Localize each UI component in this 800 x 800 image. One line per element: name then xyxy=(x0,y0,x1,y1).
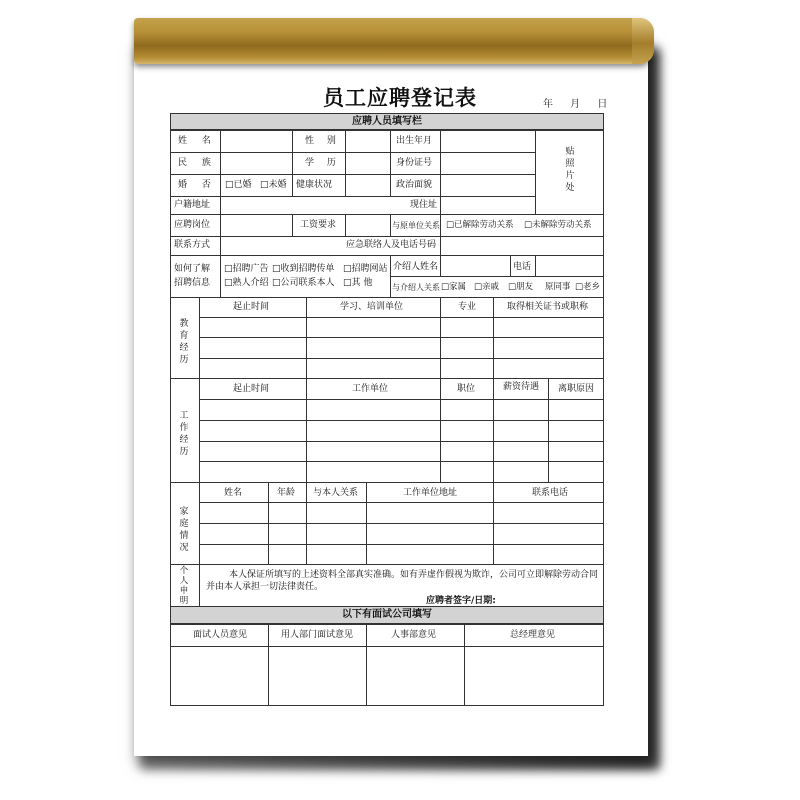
label-id-number: 身份证号 xyxy=(396,158,433,168)
label-hukou: 户籍地址 xyxy=(174,200,211,210)
declaration-line-1: 本人保证所填写的上述资料全部真实准确。如有弄虚作假视为欺诈，公司可立即解除劳动合同 xyxy=(229,570,599,580)
family-header-phone: 联系电话 xyxy=(532,488,569,498)
label-health: 健康状况 xyxy=(296,180,333,190)
label-employer-relation: 与原单位关系 xyxy=(392,221,440,230)
family-header-name: 姓名 xyxy=(224,488,243,498)
work-header-salary: 薪资待遇 xyxy=(503,382,540,392)
label-marital: 婚 否 xyxy=(178,180,211,190)
edu-header-major: 专业 xyxy=(458,302,477,312)
label-referrer-relation: 与介绍人关系 xyxy=(392,283,440,292)
label-work-section: 工作经历 xyxy=(179,411,189,457)
checkbox-recruit-ad[interactable]: □招聘广告 xyxy=(224,264,269,274)
label-phone: 电话 xyxy=(513,262,532,272)
checkbox-married[interactable]: □已婚 xyxy=(225,180,252,190)
checkbox-family[interactable]: □家属 xyxy=(441,282,467,292)
checkbox-ex-colleague[interactable]: 原同事 xyxy=(545,282,571,292)
checkbox-not-terminated[interactable]: □未解除劳动关系 xyxy=(524,220,592,230)
edu-header-school: 学习、培训单位 xyxy=(340,302,404,312)
section-header-applicant: 应聘人员填写栏 xyxy=(170,113,604,130)
checkbox-friend[interactable]: □朋友 xyxy=(508,282,534,292)
label-education: 学 历 xyxy=(305,158,336,168)
family-header-relation: 与本人关系 xyxy=(313,488,359,498)
label-family-section: 家庭情况 xyxy=(179,507,189,553)
section-header-interview: 以下有面试公司填写 xyxy=(170,606,604,624)
edu-header-certificate: 取得相关证书或职称 xyxy=(507,302,589,312)
label-salary-req: 工资要求 xyxy=(300,220,337,230)
declaration-line-2: 并由本人承担一切法律责任。 xyxy=(206,582,324,592)
checkbox-townsman[interactable]: □老乡 xyxy=(575,282,601,292)
label-declaration: 个人申明 xyxy=(179,566,189,606)
label-education-section: 教育经历 xyxy=(179,319,189,365)
checkbox-unmarried[interactable]: □未婚 xyxy=(260,180,287,190)
date-label: 年 月 日 xyxy=(543,99,608,110)
label-residence: 现住址 xyxy=(410,200,438,210)
family-header-address: 工作单位地址 xyxy=(403,488,458,498)
label-name: 姓 名 xyxy=(178,136,211,146)
label-how-known-1: 如何了解 xyxy=(174,264,211,274)
checkbox-company-contact[interactable]: □公司联系本人 xyxy=(272,278,335,288)
interview-header-hr: 人事部意见 xyxy=(391,630,437,640)
label-political: 政治面貌 xyxy=(396,180,433,190)
label-contact: 联系方式 xyxy=(174,240,211,250)
work-header-reason: 离职原因 xyxy=(558,384,595,394)
label-ethnicity: 民 族 xyxy=(178,158,211,168)
work-header-position: 职位 xyxy=(457,384,476,394)
signature-label: 应聘者签字/日期: xyxy=(426,596,496,606)
family-header-age: 年龄 xyxy=(277,488,296,498)
form-title: 员工应聘登记表 xyxy=(323,85,477,110)
edu-header-period: 起止时间 xyxy=(233,302,270,312)
interview-header-gm: 总经理意见 xyxy=(510,630,556,640)
label-how-known-2: 招聘信息 xyxy=(174,278,211,288)
binding-strip xyxy=(134,18,650,64)
label-referrer-name: 介绍人姓名 xyxy=(393,262,439,272)
work-header-company: 工作单位 xyxy=(352,384,389,394)
label-gender: 性 别 xyxy=(305,136,336,146)
binding-strip-end xyxy=(632,18,654,64)
checkbox-other[interactable]: □其 他 xyxy=(343,278,373,288)
label-position: 应聘岗位 xyxy=(174,220,211,230)
interview-header-interviewer: 面试人员意见 xyxy=(193,630,248,640)
label-emergency: 应急联络人及电话号码 xyxy=(346,240,437,250)
label-photo: 贴照片处 xyxy=(565,147,575,193)
checkbox-recruit-web[interactable]: □招聘网站 xyxy=(343,264,388,274)
work-header-period: 起止时间 xyxy=(233,384,270,394)
checkbox-relative[interactable]: □亲戚 xyxy=(474,282,500,292)
checkbox-terminated[interactable]: □已解除劳动关系 xyxy=(446,220,514,230)
interview-header-department: 用人部门面试意见 xyxy=(281,630,354,640)
checkbox-acquaintance[interactable]: □熟人介绍 xyxy=(224,278,269,288)
checkbox-recruit-flyer[interactable]: □收到招聘传单 xyxy=(272,264,335,274)
label-birth: 出生年月 xyxy=(396,136,433,146)
